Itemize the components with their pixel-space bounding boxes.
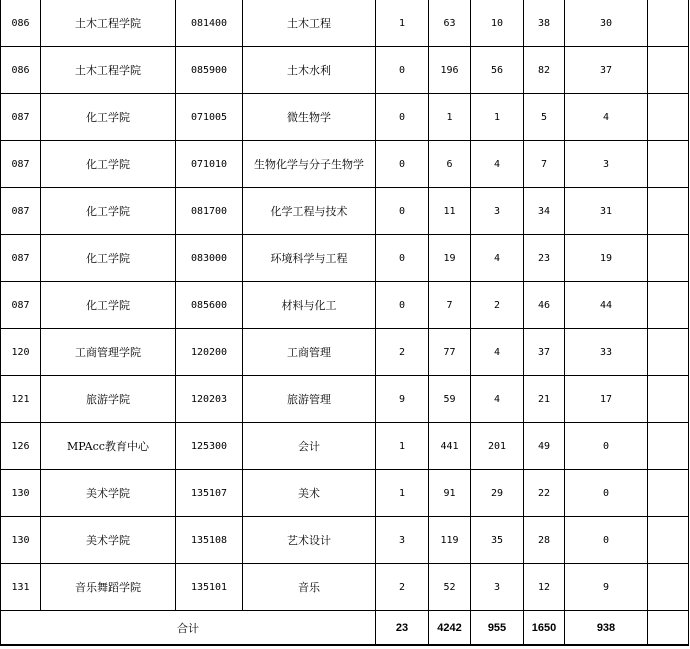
table-cell: 生物化学与分子生物学 — [243, 141, 376, 188]
table-cell: 化工学院 — [41, 188, 176, 235]
table-cell: 3 — [376, 517, 429, 564]
table-cell — [648, 564, 689, 611]
table-cell: 125300 — [176, 423, 243, 470]
table-cell: 化工学院 — [41, 235, 176, 282]
table-cell — [648, 235, 689, 282]
table-cell: 21 — [524, 376, 565, 423]
table-cell: 59 — [429, 376, 471, 423]
table-cell: 微生物学 — [243, 94, 376, 141]
table-cell: 6 — [429, 141, 471, 188]
table-cell — [648, 0, 689, 47]
table-cell: 17 — [565, 376, 648, 423]
table-cell: 29 — [471, 470, 524, 517]
table-cell: 82 — [524, 47, 565, 94]
table-cell — [648, 282, 689, 329]
table-cell: 37 — [565, 47, 648, 94]
table-cell: 土木工程 — [243, 0, 376, 47]
table-cell: 1 — [471, 94, 524, 141]
table-row — [1, 188, 689, 235]
table-cell: 0 — [376, 47, 429, 94]
table-cell: 071010 — [176, 141, 243, 188]
table-cell: 2 — [471, 282, 524, 329]
table-row — [1, 141, 689, 188]
table-cell — [648, 376, 689, 423]
table-cell: 31 — [565, 188, 648, 235]
table-cell: 130 — [1, 517, 41, 564]
table-cell: 5 — [524, 94, 565, 141]
table-cell: 63 — [429, 0, 471, 47]
table-cell: 3 — [471, 564, 524, 611]
table-cell: 30 — [565, 0, 648, 47]
table-cell: 12 — [524, 564, 565, 611]
table-cell: 087 — [1, 141, 41, 188]
table-body — [1, 0, 689, 611]
table-row — [1, 282, 689, 329]
table-cell — [648, 423, 689, 470]
table-row — [1, 47, 689, 94]
table-cell: 085600 — [176, 282, 243, 329]
table-cell: 087 — [1, 188, 41, 235]
table-cell: 44 — [565, 282, 648, 329]
table-cell: 35 — [471, 517, 524, 564]
table-cell: 071005 — [176, 94, 243, 141]
table-row — [1, 376, 689, 423]
table-cell: 19 — [565, 235, 648, 282]
table-cell: 9 — [376, 376, 429, 423]
table-row — [1, 329, 689, 376]
table-cell: 化学工程与技术 — [243, 188, 376, 235]
table-cell: 土木工程学院 — [41, 0, 176, 47]
table-cell: 材料与化工 — [243, 282, 376, 329]
table-cell: 086 — [1, 0, 41, 47]
table-cell: 11 — [429, 188, 471, 235]
table-cell: 1 — [429, 94, 471, 141]
table-cell: 美术学院 — [41, 470, 176, 517]
table-cell: 3 — [471, 188, 524, 235]
table-cell: 环境科学与工程 — [243, 235, 376, 282]
table-cell: 086 — [1, 47, 41, 94]
table-cell: 4 — [471, 141, 524, 188]
table-cell: 49 — [524, 423, 565, 470]
table-cell: 会计 — [243, 423, 376, 470]
table-cell: 34 — [524, 188, 565, 235]
table-cell: 化工学院 — [41, 282, 176, 329]
table-cell: 120203 — [176, 376, 243, 423]
table-cell: 1 — [376, 0, 429, 47]
table-cell: 1 — [376, 423, 429, 470]
table-cell — [648, 517, 689, 564]
table-cell: 美术学院 — [41, 517, 176, 564]
table-cell: 艺术设计 — [243, 517, 376, 564]
table-cell: 441 — [429, 423, 471, 470]
table-cell: 38 — [524, 0, 565, 47]
table-cell: 7 — [429, 282, 471, 329]
table-cell: 旅游管理 — [243, 376, 376, 423]
table-row — [1, 94, 689, 141]
table-cell: 4 — [471, 329, 524, 376]
table-cell: 119 — [429, 517, 471, 564]
table-row — [1, 0, 689, 47]
table-cell: 77 — [429, 329, 471, 376]
table-cell: 56 — [471, 47, 524, 94]
table-cell: 0 — [565, 423, 648, 470]
table-cell: 120200 — [176, 329, 243, 376]
table-cell: 91 — [429, 470, 471, 517]
total-cell: 1650 — [524, 611, 565, 646]
table-row — [1, 517, 689, 564]
table-cell: 087 — [1, 94, 41, 141]
table-cell: 4 — [471, 235, 524, 282]
table-cell — [648, 470, 689, 517]
total-cell: 4242 — [429, 611, 471, 646]
table-cell: 0 — [376, 141, 429, 188]
table-cell: 0 — [565, 470, 648, 517]
table-cell: 22 — [524, 470, 565, 517]
table-cell: 28 — [524, 517, 565, 564]
table-cell: 2 — [376, 329, 429, 376]
table-cell: 135101 — [176, 564, 243, 611]
table-cell: 087 — [1, 235, 41, 282]
table-row — [1, 423, 689, 470]
table-cell: 工商管理学院 — [41, 329, 176, 376]
table-cell: 土木工程学院 — [41, 47, 176, 94]
table-cell: 旅游学院 — [41, 376, 176, 423]
table-cell: 0 — [565, 517, 648, 564]
total-cell: 938 — [565, 611, 648, 646]
table-cell: 121 — [1, 376, 41, 423]
table-cell: 2 — [376, 564, 429, 611]
table-cell: 工商管理 — [243, 329, 376, 376]
table-cell: 1 — [376, 470, 429, 517]
table-row — [1, 235, 689, 282]
table-cell: 52 — [429, 564, 471, 611]
table-cell: 4 — [565, 94, 648, 141]
total-label: 合计 — [1, 611, 376, 646]
total-row — [1, 611, 689, 646]
total-cell — [648, 611, 689, 646]
table-cell: 19 — [429, 235, 471, 282]
table-cell: 7 — [524, 141, 565, 188]
table-row — [1, 564, 689, 611]
table-cell — [648, 47, 689, 94]
table-row — [1, 470, 689, 517]
table-cell: 087 — [1, 282, 41, 329]
table-cell: 46 — [524, 282, 565, 329]
table-cell: MPAcc教育中心 — [41, 423, 176, 470]
table-cell: 081400 — [176, 0, 243, 47]
table-cell: 音乐舞蹈学院 — [41, 564, 176, 611]
table-cell: 081700 — [176, 188, 243, 235]
table-cell — [648, 94, 689, 141]
table-cell: 美术 — [243, 470, 376, 517]
table-cell: 音乐 — [243, 564, 376, 611]
table-cell: 085900 — [176, 47, 243, 94]
table-cell: 化工学院 — [41, 94, 176, 141]
table-cell: 4 — [471, 376, 524, 423]
table-cell: 130 — [1, 470, 41, 517]
table-cell: 10 — [471, 0, 524, 47]
table-cell: 0 — [376, 94, 429, 141]
table-cell — [648, 141, 689, 188]
table-cell: 120 — [1, 329, 41, 376]
table-cell — [648, 329, 689, 376]
table-cell: 135107 — [176, 470, 243, 517]
table-cell: 201 — [471, 423, 524, 470]
table-cell: 土木水利 — [243, 47, 376, 94]
table-cell: 3 — [565, 141, 648, 188]
table-cell: 37 — [524, 329, 565, 376]
table-cell: 化工学院 — [41, 141, 176, 188]
table-cell: 0 — [376, 282, 429, 329]
table-cell: 196 — [429, 47, 471, 94]
table-cell: 135108 — [176, 517, 243, 564]
table-cell: 9 — [565, 564, 648, 611]
total-cell: 23 — [376, 611, 429, 646]
table-cell: 23 — [524, 235, 565, 282]
total-cell: 955 — [471, 611, 524, 646]
table-cell: 131 — [1, 564, 41, 611]
table-cell: 0 — [376, 188, 429, 235]
table-cell — [648, 188, 689, 235]
table-cell: 33 — [565, 329, 648, 376]
table-cell: 126 — [1, 423, 41, 470]
table-cell: 0 — [376, 235, 429, 282]
table-cell: 083000 — [176, 235, 243, 282]
